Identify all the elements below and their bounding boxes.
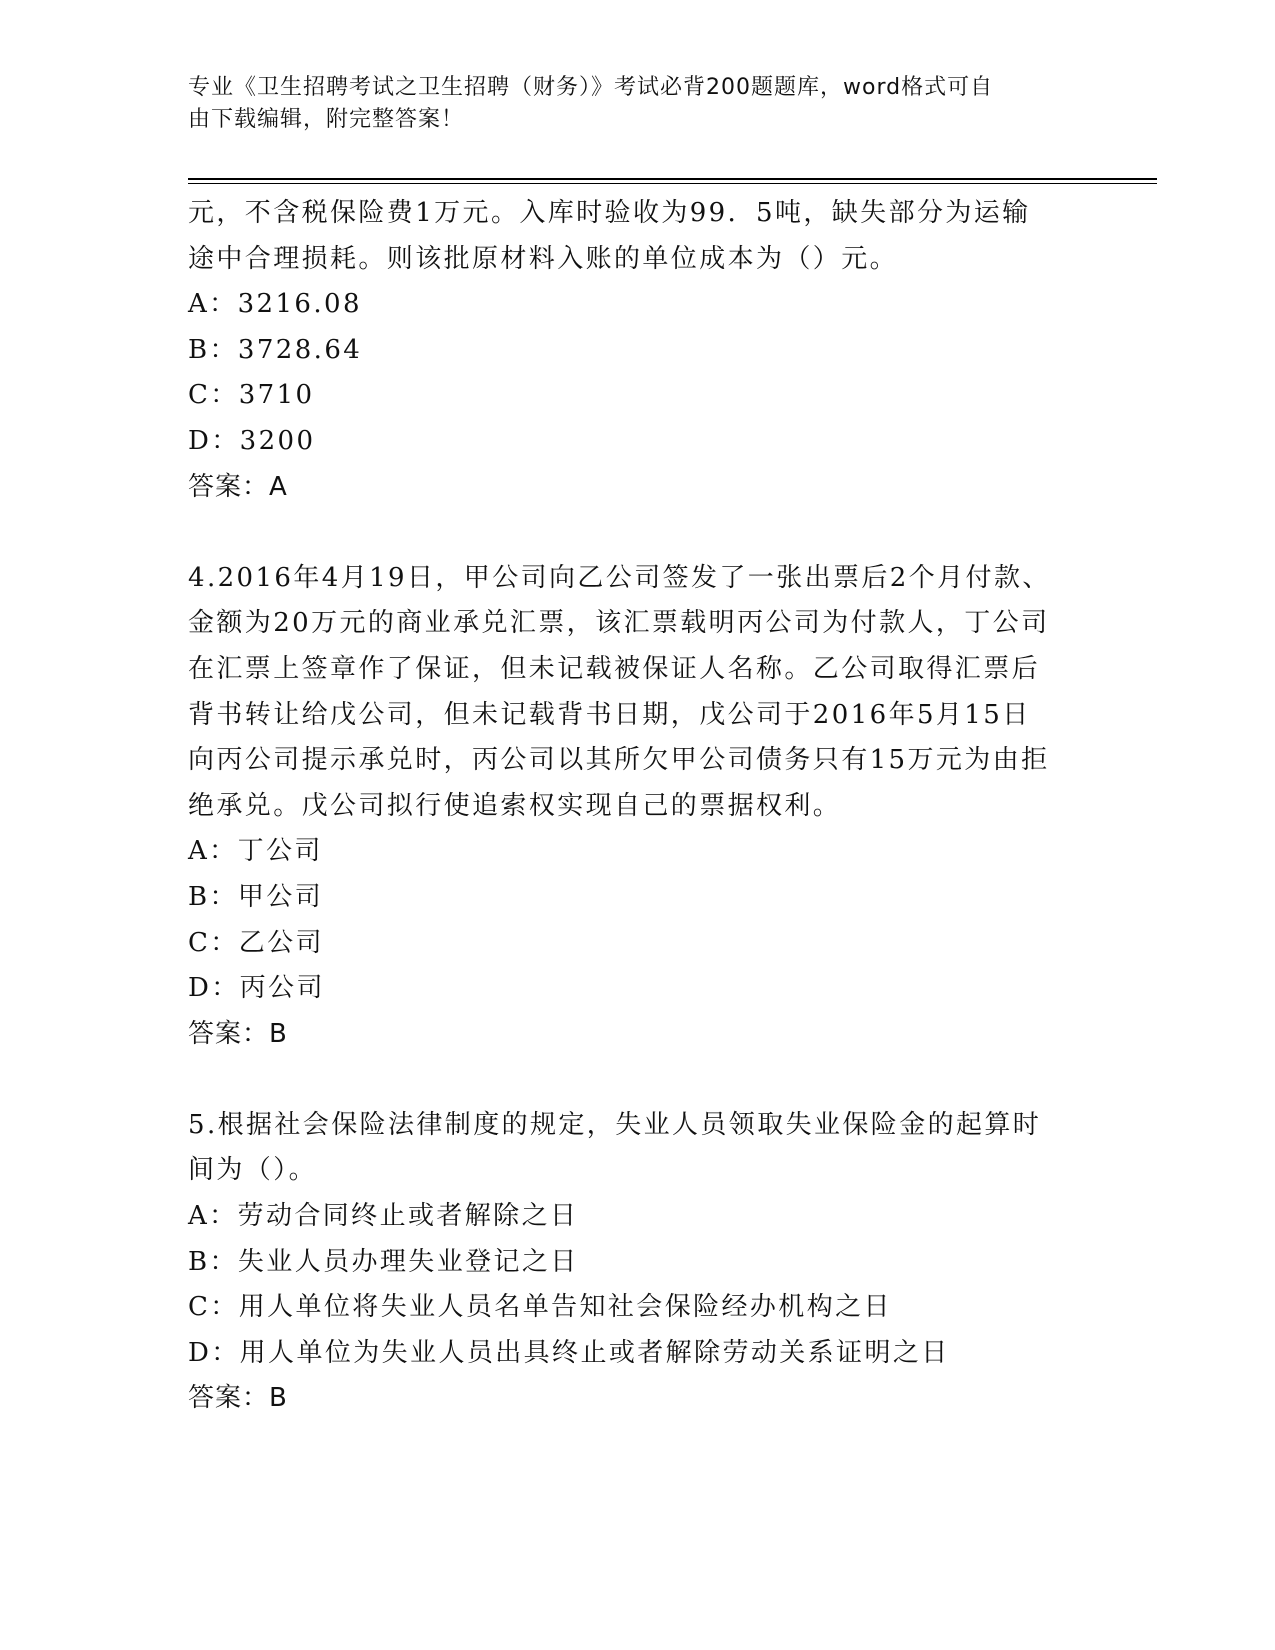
option-d: D：丙公司 — [188, 973, 325, 1004]
question-stem-line: 元，不含税保险费1万元。入库时验收为99．5吨，缺失部分为运输 — [188, 198, 1031, 228]
question-5 — [188, 1103, 1088, 1422]
question-4 — [188, 556, 1088, 1058]
option-c: C：3710 — [188, 380, 315, 411]
option-b: B：甲公司 — [188, 881, 324, 912]
header-divider-thick — [188, 178, 1157, 180]
option-a: A：劳动合同终止或者解除之日 — [188, 1201, 579, 1232]
question-stem-line: 途中合理损耗。则该批原材料入账的单位成本为（）元。 — [188, 243, 899, 274]
option-a: A：3216.08 — [188, 289, 362, 320]
question-stem-line: 向丙公司提示承兑时，丙公司以其所欠甲公司债务只有15万元为由拒 — [188, 745, 1050, 776]
page-header — [188, 72, 1088, 136]
header-title-line-1: 专业《卫生招聘考试之卫生招聘（财务）》考试必背200题题库，word格式可自 — [188, 75, 994, 100]
question-stem-line: 绝承兑。戊公司拟行使追索权实现自己的票据权利。 — [188, 790, 842, 821]
question-stem-line: 间为（）。 — [188, 1155, 318, 1186]
option-b: B：失业人员办理失业登记之日 — [188, 1246, 579, 1277]
question-stem-line: 5.根据社会保险法律制度的规定，失业人员领取失业保险金的起算时 — [188, 1109, 1042, 1140]
answer-line: 答案：A — [188, 471, 288, 502]
option-d: D：用人单位为失业人员出具终止或者解除劳动关系证明之日 — [188, 1337, 950, 1368]
question-stem-line: 金额为20万元的商业承兑汇票，该汇票载明丙公司为付款人，丁公司 — [188, 608, 1050, 639]
question-stem-line: 背书转让给戊公司，但未记载背书日期，戊公司于2016年5月15日 — [188, 699, 1031, 730]
document-body — [188, 191, 1088, 1422]
option-b: B：3728.64 — [188, 334, 363, 365]
answer-line: 答案：B — [188, 1018, 288, 1049]
answer-line: 答案：B — [188, 1383, 288, 1414]
header-title-line-2: 由下载编辑，附完整答案！ — [188, 107, 465, 132]
spacer — [188, 510, 1088, 556]
question-stem-line: 4.2016年4月19日，甲公司向乙公司签发了一张出票后2个月付款、 — [188, 562, 1051, 593]
question-3 — [188, 191, 1088, 510]
question-stem-line: 在汇票上签章作了保证，但未记载被保证人名称。乙公司取得汇票后 — [188, 653, 1041, 684]
option-d: D：3200 — [188, 425, 316, 456]
spacer — [188, 1057, 1088, 1103]
option-a: A：丁公司 — [188, 836, 323, 867]
option-c: C：乙公司 — [188, 927, 324, 958]
header-divider-thin — [188, 183, 1157, 184]
option-c: C：用人单位将失业人员名单告知社会保险经办机构之日 — [188, 1292, 892, 1323]
